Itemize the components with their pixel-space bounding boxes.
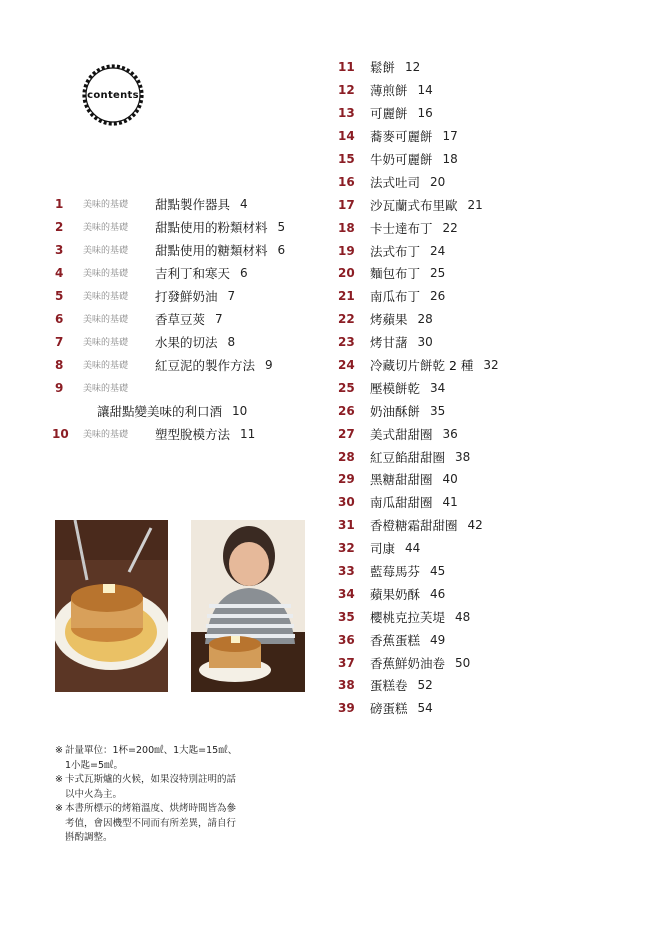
toc-page: 28 [417,312,433,327]
toc-page: 18 [442,152,458,166]
toc-title: 烤甘藷 [370,335,408,351]
toc-page: 8 [227,334,236,349]
toc-number: 6 [55,311,64,326]
toc-category: 美味的基礎 [83,246,129,256]
toc-number: 4 [55,265,64,280]
toc-number: 17 [338,197,355,212]
toc-row[interactable] [55,284,325,307]
toc-title: 蛋糕卷 [370,678,408,694]
toc-row[interactable] [338,514,658,537]
toc-row[interactable] [55,215,325,238]
note-text [65,802,236,846]
toc-page: 45 [430,564,446,579]
toc-page: 26 [430,289,446,304]
toc-page: 14 [417,83,433,98]
toc-title: 香蕉蛋糕 [370,632,421,648]
toc-title: 可麗餅 [370,106,408,122]
toc-category: 美味的基礎 [83,223,129,233]
toc-title: 烤蘋果 [370,312,408,328]
toc-row[interactable] [338,674,658,697]
note-line: 1小匙=5㎖。 [65,759,124,771]
toc-title: 甜點製作器具 [155,196,231,212]
toc-page: 7 [227,288,236,303]
toc-page: 21 [467,197,483,212]
toc-page: 12 [405,60,421,75]
toc-number: 21 [338,289,355,304]
contents-label: contents [87,89,139,101]
toc-row[interactable] [55,307,325,330]
toc-title: 沙瓦蘭式布里歐 [370,197,458,213]
toc-title: 南瓜甜甜圈 [370,495,433,511]
toc-page: 22 [442,220,458,235]
toc-title: 美式甜甜圈 [370,426,433,442]
toc-page: 38 [455,449,471,464]
toc-number: 32 [338,541,355,556]
toc-number: 12 [338,83,355,98]
toc-row[interactable] [338,285,658,308]
toc-row[interactable] [55,376,325,399]
toc-number: 30 [338,495,355,510]
toc-title: 藍莓馬芬 [370,564,421,580]
pancake-photo [55,520,168,692]
toc-number: 15 [338,152,355,166]
toc-title: 吉利丁和寒天 [155,265,231,281]
toc-page: 54 [417,701,433,716]
toc-number: 25 [338,380,355,395]
toc-row[interactable] [338,422,658,445]
toc-row[interactable] [338,628,658,651]
toc-number: 35 [338,609,355,624]
contents-badge [80,62,146,128]
toc-number: 34 [338,586,355,601]
toc-number: 3 [55,242,64,257]
toc-category: 美味的基礎 [83,200,129,210]
toc-number: 37 [338,655,355,670]
left-toc-list [52,192,325,445]
toc-page: 44 [405,541,421,556]
toc-page: 30 [417,335,433,350]
toc-number: 28 [338,449,355,464]
toc-title: 紅豆泥的製作方法 [155,357,256,373]
note-line: 計量單位：1杯=200㎖、1大匙=15㎖、 [65,745,238,756]
toc-page: 24 [430,243,446,258]
note-text [65,773,236,802]
toc-page: 35 [430,403,446,418]
toc-title: 水果的切法 [155,334,218,350]
toc-page: 36 [442,426,458,441]
toc-category: 美味的基礎 [83,338,129,348]
note-line: 考值，會因機型不同而有所差異，請自行 [65,817,237,829]
toc-number: 9 [55,380,64,395]
toc-row[interactable] [55,353,325,376]
note-line: 斟酌調整。 [65,832,113,843]
toc-title: 鬆餅 [370,60,396,76]
toc-number: 36 [338,632,355,647]
toc-row[interactable] [338,560,658,583]
woman-eating-pancake-image [191,520,305,692]
toc-title: 塑型脫模方法 [155,426,231,442]
toc-title: 蘋果奶酥 [370,586,421,602]
toc-number: 8 [55,357,64,372]
toc-page: 16 [417,106,433,121]
toc-number: 10 [52,426,69,441]
toc-title: 甜點使用的糖類材料 [155,242,268,258]
toc-title: 香橙糖霜甜甜圈 [370,518,458,534]
toc-page: 6 [277,242,286,257]
toc-row[interactable] [55,192,325,215]
toc-page: 6 [240,265,248,280]
toc-title: 卡士達布丁 [370,220,433,236]
toc-row[interactable] [55,330,325,353]
toc-page: 48 [455,609,471,624]
toc-row[interactable] [338,582,658,605]
pancake-stack-image [55,520,168,692]
toc-number: 2 [55,219,64,234]
toc-title: 櫻桃克拉芙堤 [370,609,446,625]
note-mark: ※ [55,745,63,756]
toc-page: 4 [240,196,248,211]
toc-number: 29 [338,472,355,487]
right-toc-list [338,56,658,720]
toc-category: 美味的基礎 [83,384,129,394]
toc-page: 7 [215,311,223,326]
toc-row[interactable] [338,376,658,399]
toc-row[interactable] [338,125,658,148]
toc-title: 冷藏切片餅乾 2 種 [370,358,474,374]
woman-eating-photo [191,520,305,692]
toc-category: 美味的基礎 [83,430,129,440]
toc-number: 39 [338,701,355,716]
toc-row[interactable] [338,148,658,171]
toc-row[interactable] [338,605,658,628]
note-mark: ※ [55,774,63,785]
toc-page: 20 [430,174,446,189]
toc-title: 香蕉鮮奶油卷 [370,655,446,671]
toc-row[interactable] [338,308,658,331]
toc-category: 美味的基礎 [83,269,129,279]
toc-page: 10 [232,403,248,418]
toc-title: 薄煎餅 [370,83,408,99]
toc-row[interactable] [338,79,658,102]
toc-row[interactable] [338,697,658,720]
toc-title: 南瓜布丁 [370,289,421,305]
toc-number: 26 [338,403,355,418]
toc-title: 蕎麥可麗餅 [370,129,433,145]
toc-title: 香草豆莢 [155,311,206,327]
toc-title: 讓甜點變美味的利口酒 [97,403,223,419]
toc-number: 18 [338,220,355,235]
toc-row[interactable] [338,193,658,216]
toc-page: 11 [240,426,256,441]
toc-title: 牛奶可麗餅 [370,152,433,167]
toc-number: 7 [55,334,64,349]
toc-row[interactable] [338,216,658,239]
toc-category: 美味的基礎 [83,315,129,325]
toc-page: 46 [430,586,446,601]
toc-row[interactable] [338,399,658,422]
toc-row[interactable] [338,491,658,514]
toc-row[interactable] [338,445,658,468]
note-item [55,802,275,846]
toc-row[interactable] [338,537,658,560]
toc-number: 24 [338,358,355,373]
toc-number: 1 [55,196,64,211]
toc-category: 美味的基礎 [83,292,129,302]
toc-category: 美味的基礎 [83,361,129,371]
note-line: 本書所標示的烤箱溫度、烘烤時間皆為參 [65,803,237,814]
toc-number: 33 [338,564,355,579]
toc-title: 法式吐司 [370,174,421,190]
toc-page: 5 [277,219,286,234]
note-item [55,744,275,773]
toc-title: 打發鮮奶油 [155,288,218,304]
toc-row[interactable] [338,468,658,491]
toc-page: 49 [430,632,446,647]
note-item [55,773,275,802]
toc-page: 41 [442,495,458,510]
toc-row[interactable] [52,422,325,445]
toc-number: 19 [338,243,355,258]
toc-title: 麵包布丁 [370,266,421,282]
toc-number: 14 [338,129,355,144]
toc-number: 38 [338,678,355,693]
toc-page: 50 [455,655,471,670]
toc-number: 20 [338,266,355,281]
toc-row[interactable] [55,399,325,422]
toc-page: 42 [467,518,483,533]
toc-number: 31 [338,518,355,533]
toc-number: 5 [55,288,64,303]
note-mark: ※ [55,803,63,814]
toc-row[interactable] [55,238,325,261]
toc-number: 23 [338,335,355,350]
toc-row[interactable] [338,262,658,285]
toc-page: 17 [442,129,458,144]
toc-title: 磅蛋糕 [370,701,408,717]
toc-row[interactable] [338,170,658,193]
toc-row[interactable] [55,261,325,284]
toc-title: 黑糖甜甜圈 [370,472,433,488]
toc-number: 16 [338,174,355,189]
note-text [65,744,237,773]
toc-page: 34 [430,380,446,395]
toc-number: 22 [338,312,355,327]
toc-number: 13 [338,106,355,121]
toc-row[interactable] [338,331,658,354]
note-line: 以中火為主。 [65,788,123,800]
toc-title: 紅豆餡甜甜圈 [370,449,446,465]
toc-title: 司康 [370,541,396,557]
toc-title: 甜點使用的粉類材料 [155,219,268,235]
toc-row[interactable] [338,56,658,79]
toc-page: 32 [483,358,499,373]
toc-row[interactable] [338,239,658,262]
toc-title: 法式布丁 [370,243,421,259]
toc-row[interactable] [338,651,658,674]
toc-number: 27 [338,426,355,441]
toc-title: 壓模餅乾 [370,380,421,396]
note-line: 卡式瓦斯爐的火候，如果沒特別註明的話 [65,774,237,785]
notes-section [55,744,275,846]
toc-page: 9 [265,357,273,372]
toc-number: 11 [338,60,355,75]
toc-page: 52 [417,678,433,693]
toc-page: 40 [442,472,458,487]
toc-row[interactable] [338,102,658,125]
toc-page: 25 [430,266,446,281]
toc-row[interactable] [338,354,658,377]
toc-title: 奶油酥餅 [370,403,421,419]
